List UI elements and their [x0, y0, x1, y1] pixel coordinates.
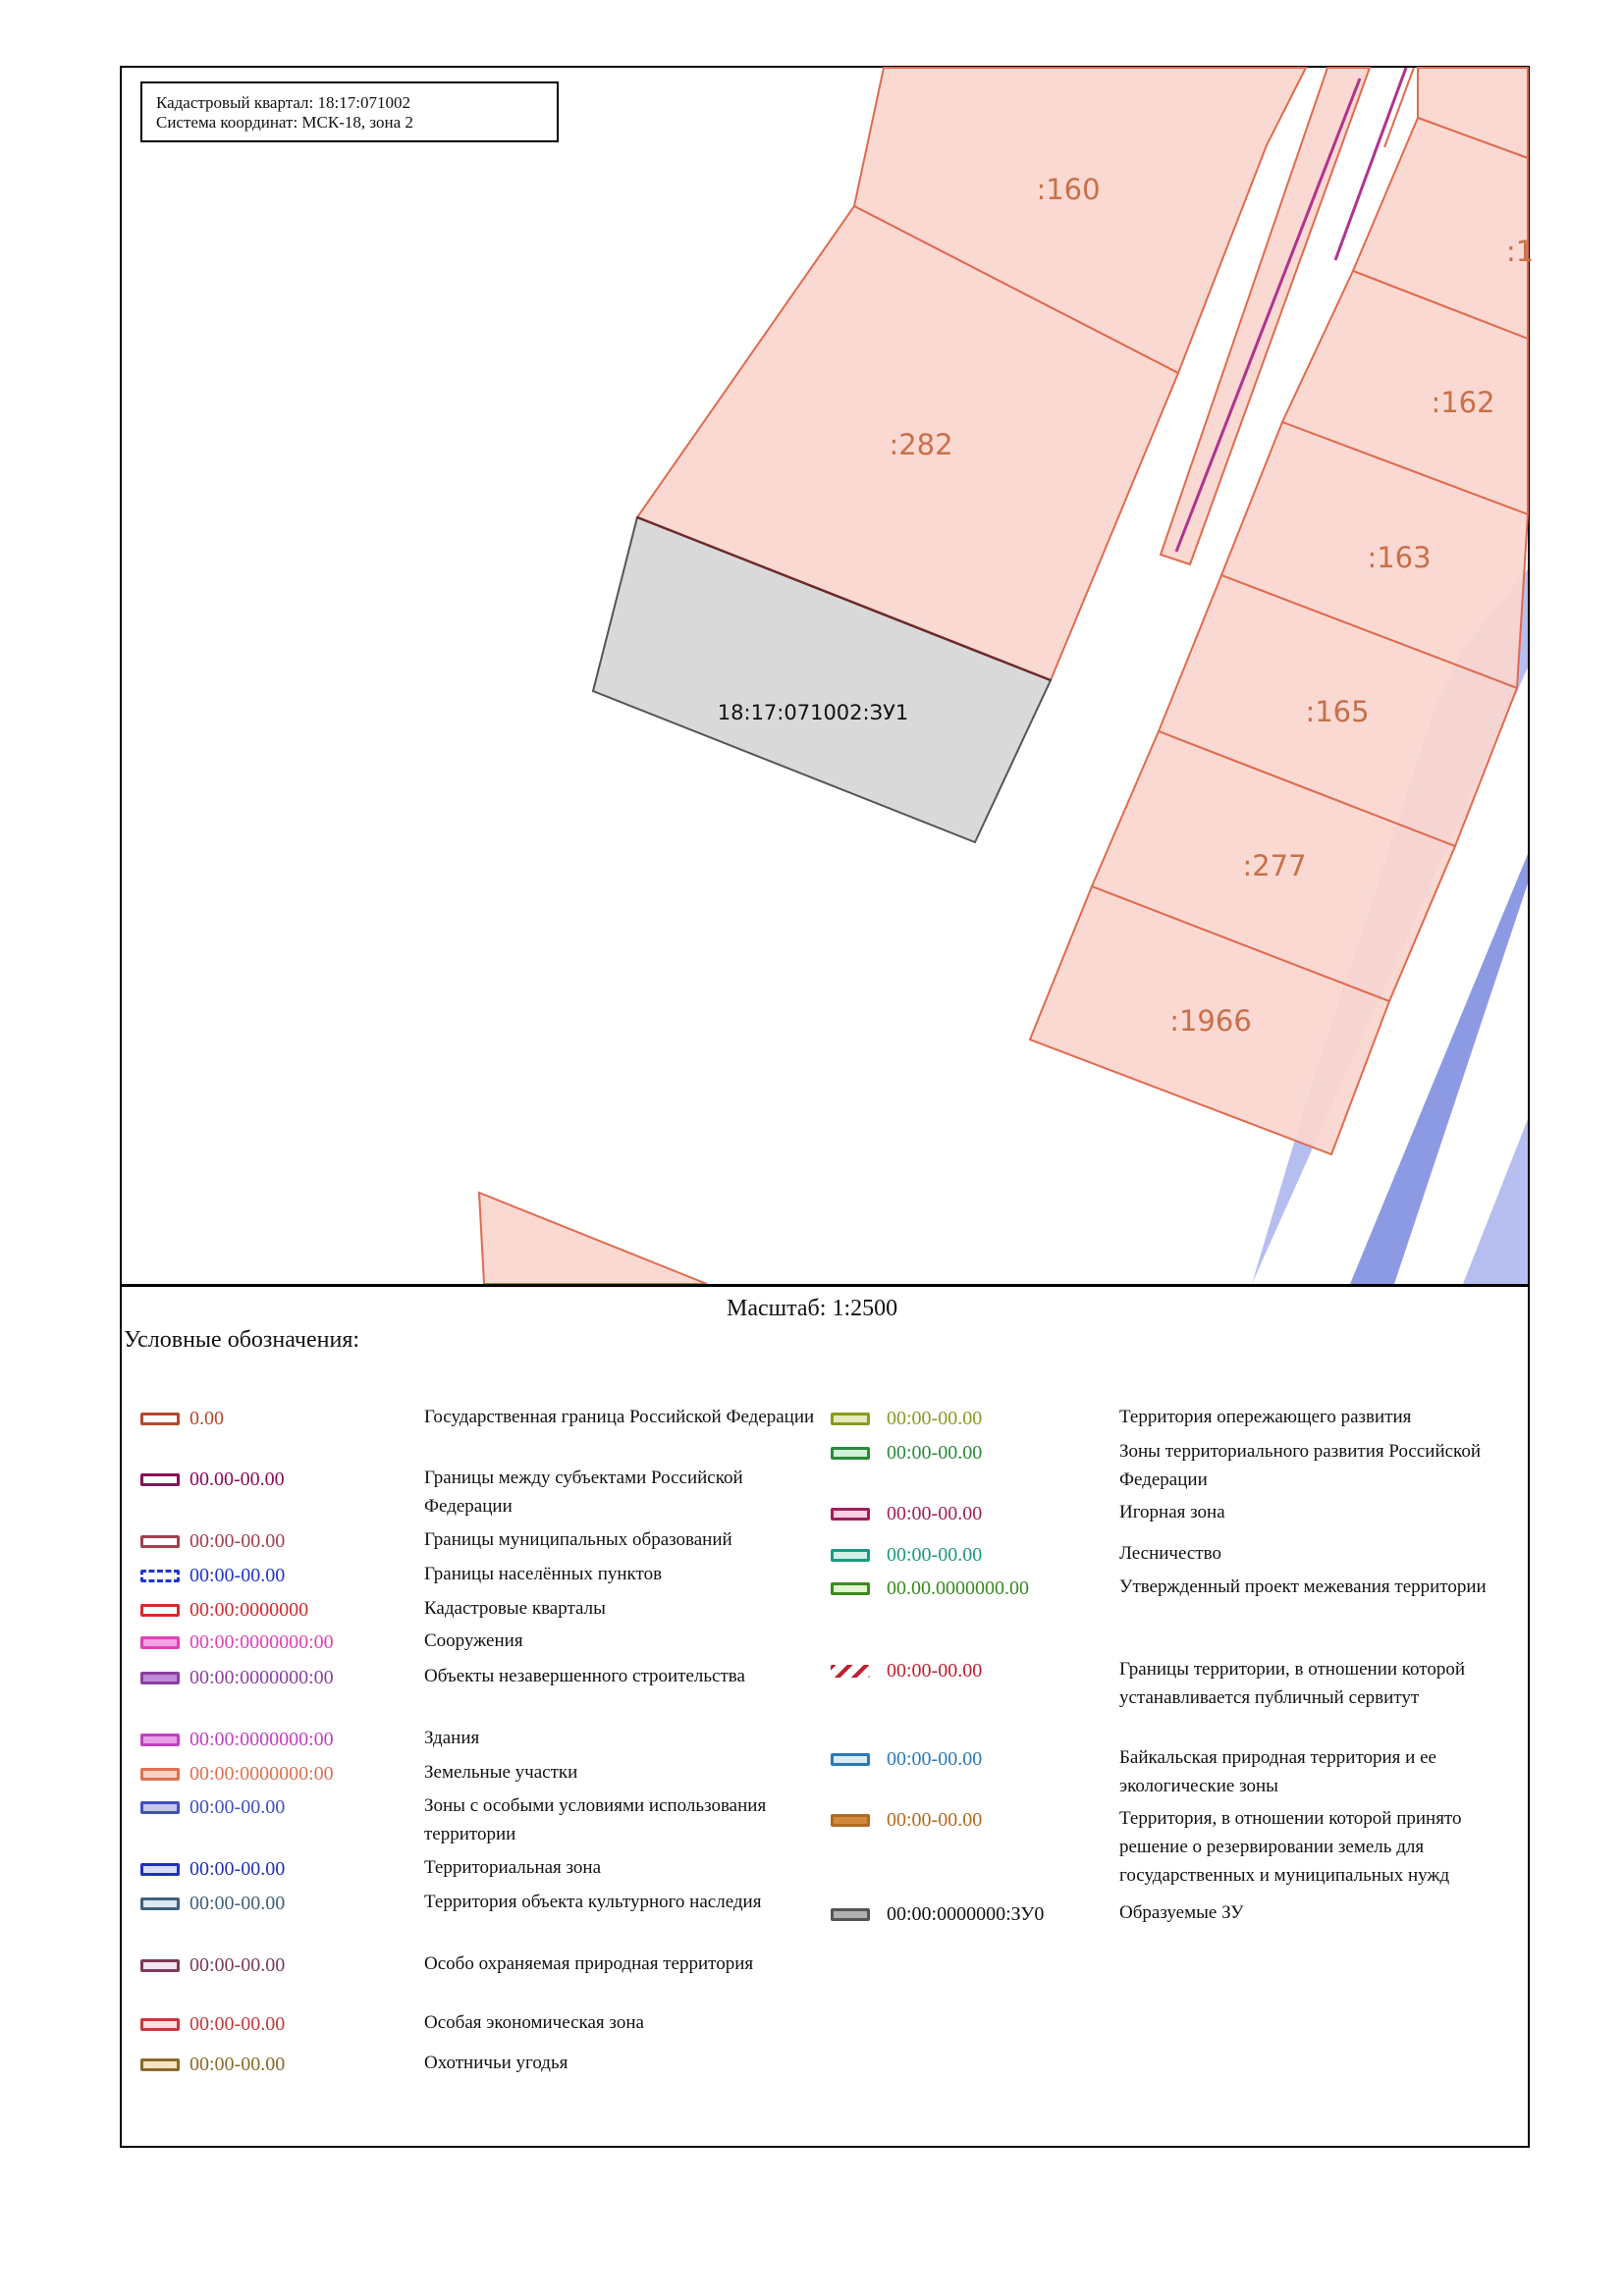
legend-left-desc-8: Земельные участки	[424, 1762, 578, 1783]
legend-title: Условные обозначения:	[124, 1327, 360, 1353]
legend-right-desc-4: Утвержденный проект межевания территории	[1119, 1576, 1487, 1597]
legend-left-code-8: 00:00:0000000:00	[189, 1763, 334, 1785]
legend-right-desc-3: Лесничество	[1119, 1543, 1221, 1564]
map-view[interactable]	[122, 68, 1535, 1284]
legend-left-code-3: 00:00-00.00	[189, 1565, 286, 1586]
legend-left-desc-13: Особая экономическая зона	[424, 2012, 644, 2033]
legend-left-symbol-14	[140, 2058, 180, 2071]
parcel-label-162: :162	[1431, 386, 1495, 419]
parcel-label-1966: :1966	[1169, 1004, 1252, 1038]
legend-right-symbol-2	[831, 1508, 870, 1521]
legend-left-symbol-0	[140, 1413, 180, 1425]
legend-left-symbol-6	[140, 1672, 180, 1684]
legend-right-symbol-5	[831, 1665, 870, 1678]
legend-left-desc-14: Охотничьи угодья	[424, 2053, 568, 2073]
legend-left-symbol-3	[140, 1570, 180, 1582]
map-divider	[120, 1284, 1530, 1287]
legend-left-desc-7: Здания	[424, 1728, 480, 1748]
legend-left-desc-5: Сооружения	[424, 1630, 523, 1651]
legend-left-desc-4: Кадастровые кварталы	[424, 1598, 606, 1619]
legend-left-symbol-9	[140, 1801, 180, 1814]
legend-right-symbol-3	[831, 1549, 870, 1562]
legend-right-symbol-4	[831, 1582, 870, 1595]
legend-right-code-5: 00:00-00.00	[887, 1660, 983, 1682]
legend-right-desc-2: Игорная зона	[1119, 1502, 1225, 1522]
legend-left-symbol-13	[140, 2018, 180, 2031]
legend-right-symbol-1	[831, 1447, 870, 1460]
legend-right-code-7: 00:00-00.00	[887, 1809, 983, 1831]
legend-right-symbol-7	[831, 1814, 870, 1827]
legend-left-code-2: 00:00-00.00	[189, 1530, 286, 1552]
legend-right-code-4: 00.00.0000000.00	[887, 1577, 1029, 1599]
special-zone-band-right	[1463, 1119, 1528, 1284]
quarter-line: Кадастровый квартал: 18:17:071002	[156, 93, 410, 112]
parcel-label-277: :277	[1242, 849, 1307, 882]
legend-left-desc-1: Границы между субъектами Российской Федерации	[424, 1468, 743, 1517]
legend-left-code-0: 0.00	[189, 1408, 224, 1429]
parcel-label-165: :165	[1305, 695, 1370, 728]
legend-right-desc-0: Территория опережающего развития	[1119, 1407, 1412, 1427]
new-parcel-label: 18:17:071002:ЗУ1	[717, 701, 909, 724]
parcel-label-160: :160	[1036, 173, 1101, 206]
crs-line: Система координат: МСК-18, зона 2	[156, 113, 413, 132]
legend-right-code-1: 00:00-00.00	[887, 1442, 983, 1464]
legend-right-desc-5: Границы территории, в отношении которой устанавливается публичный сервитут	[1119, 1659, 1466, 1708]
legend-left-code-7: 00:00:0000000:00	[189, 1729, 334, 1750]
parcel-label-163: :163	[1367, 541, 1432, 574]
legend-left-code-6: 00:00:0000000:00	[189, 1667, 334, 1688]
legend-left-desc-11: Территория объекта культурного наследия	[424, 1892, 762, 1912]
legend-left-code-12: 00:00-00.00	[189, 1954, 286, 1976]
legend-right-code-0: 00:00-00.00	[887, 1408, 983, 1429]
legend-left-symbol-7	[140, 1734, 180, 1746]
legend-left-symbol-12	[140, 1959, 180, 1972]
parcel-label-282: :282	[889, 428, 953, 461]
legend-left-code-11: 00:00-00.00	[189, 1893, 286, 1914]
legend-left-code-9: 00:00-00.00	[189, 1796, 286, 1818]
legend-left-symbol-5	[140, 1636, 180, 1649]
legend-left-symbol-8	[140, 1768, 180, 1781]
map-scale: Масштаб: 1:2500	[727, 1296, 898, 1321]
legend-left-desc-0: Государственная граница Российской Федерации	[424, 1407, 815, 1427]
legend-right-symbol-6	[831, 1753, 870, 1766]
legend-left-code-14: 00:00-00.00	[189, 2054, 286, 2075]
legend-left-desc-9: Зоны с особыми условиями использования территории	[424, 1795, 767, 1844]
legend-left-symbol-10	[140, 1863, 180, 1876]
legend-right-code-2: 00:00-00.00	[887, 1503, 983, 1524]
legend-right-code-6: 00:00-00.00	[887, 1748, 983, 1770]
parcel-label-partial: :1	[1506, 235, 1535, 268]
legend-left-symbol-4	[140, 1604, 180, 1617]
legend-left-desc-3: Границы населённых пунктов	[424, 1564, 663, 1584]
legend-right-code-8: 00:00:0000000:ЗУ0	[887, 1903, 1045, 1925]
legend-left-desc-12: Особо охраняемая природная территория	[424, 1953, 754, 1974]
legend-left-code-1: 00.00-00.00	[189, 1468, 285, 1490]
legend-right-desc-1: Зоны территориального развития Российской Федерации	[1119, 1441, 1481, 1490]
legend-right-symbol-0	[831, 1413, 870, 1425]
legend-left-symbol-11	[140, 1897, 180, 1910]
legend-left-code-13: 00:00-00.00	[189, 2013, 286, 2035]
quarter-info-box	[140, 81, 559, 142]
legend-right-symbol-8	[831, 1908, 870, 1921]
legend-left-code-10: 00:00-00.00	[189, 1858, 286, 1880]
legend-left-desc-2: Границы муниципальных образований	[424, 1529, 732, 1550]
legend-left-symbol-2	[140, 1535, 180, 1548]
legend-left-symbol-1	[140, 1473, 180, 1486]
parcel-bottom-left	[479, 1193, 707, 1284]
legend-right-desc-7: Территория, в отношении которой принято решение о резервировании земель для государственных и муниципальных нужд	[1119, 1808, 1462, 1886]
legend-right-desc-6: Байкальская природная территория и ее экологические зоны	[1119, 1747, 1436, 1796]
legend-right-code-3: 00:00-00.00	[887, 1544, 983, 1566]
legend-left-desc-10: Территориальная зона	[424, 1857, 602, 1878]
legend-right-desc-8: Образуемые ЗУ	[1119, 1902, 1244, 1923]
legend-left-code-5: 00:00:0000000:00	[189, 1631, 334, 1653]
legend-left-desc-6: Объекты незавершенного строительства	[424, 1666, 745, 1686]
legend-left-code-4: 00:00:0000000	[189, 1599, 309, 1621]
